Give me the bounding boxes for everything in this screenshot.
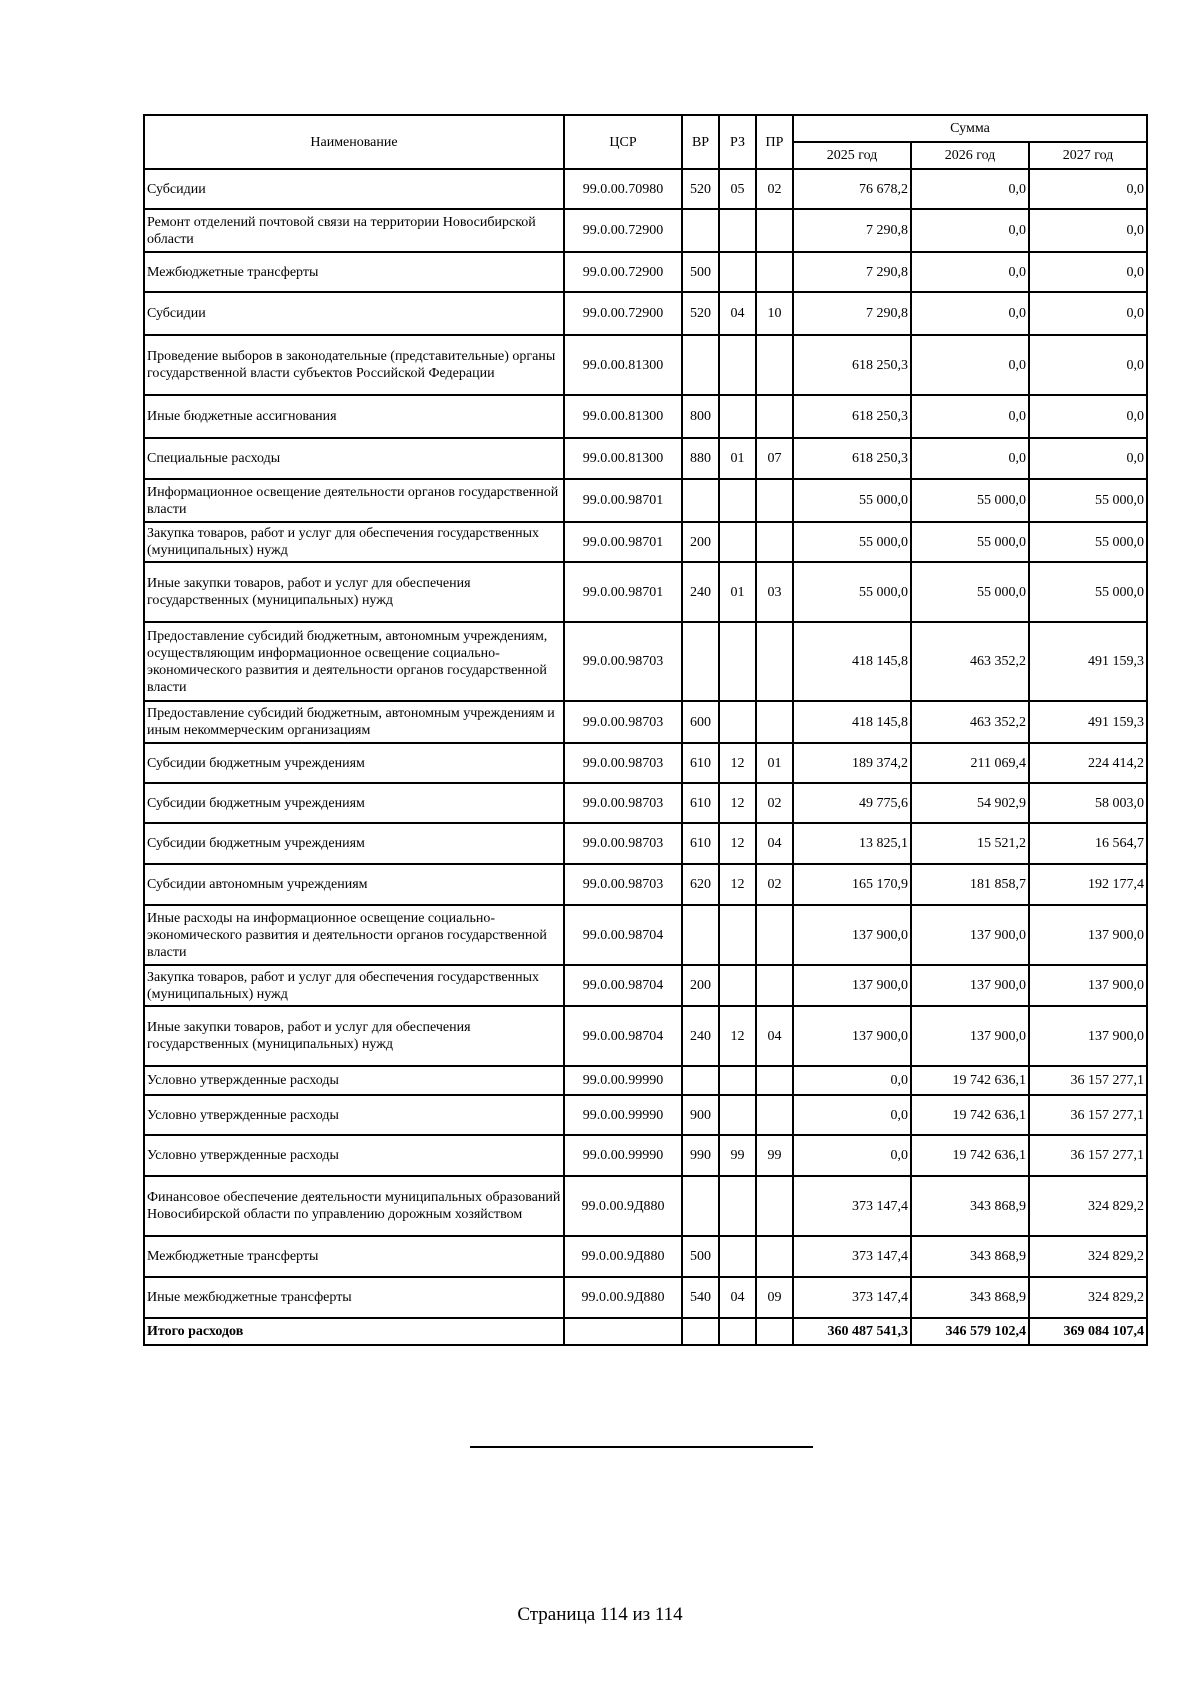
cell-2027: 58 003,0 bbox=[1029, 783, 1147, 823]
table-row bbox=[144, 395, 1147, 438]
cell-csr: 99.0.00.98704 bbox=[564, 965, 682, 1006]
table-row bbox=[144, 905, 1147, 965]
header-rz: РЗ bbox=[719, 115, 756, 169]
cell-vr: 500 bbox=[682, 1236, 719, 1277]
cell-vr: 240 bbox=[682, 1006, 719, 1066]
cell-name: Субсидии бюджетным учреждениям bbox=[144, 823, 564, 864]
cell-rz bbox=[719, 522, 756, 562]
table-row bbox=[144, 479, 1147, 522]
cell-pr: 07 bbox=[756, 438, 793, 479]
cell-pr: 02 bbox=[756, 864, 793, 905]
cell-rz: 01 bbox=[719, 562, 756, 622]
cell-csr: 99.0.00.98703 bbox=[564, 864, 682, 905]
cell-2025: 373 147,4 bbox=[793, 1236, 911, 1277]
cell-2027: 137 900,0 bbox=[1029, 965, 1147, 1006]
table-row bbox=[144, 438, 1147, 479]
cell-name: Субсидии bbox=[144, 169, 564, 209]
cell-pr: 01 bbox=[756, 743, 793, 783]
cell-csr: 99.0.00.98703 bbox=[564, 743, 682, 783]
cell-2026: 463 352,2 bbox=[911, 701, 1029, 743]
cell-rz bbox=[719, 479, 756, 522]
cell-pr: 99 bbox=[756, 1135, 793, 1176]
cell-rz bbox=[719, 1095, 756, 1135]
header-name: Наименование bbox=[144, 115, 564, 169]
cell-2026: 55 000,0 bbox=[911, 562, 1029, 622]
table-row bbox=[144, 864, 1147, 905]
total-2027: 369 084 107,4 bbox=[1029, 1318, 1147, 1345]
header-sum: Сумма bbox=[793, 115, 1147, 142]
cell-2025: 7 290,8 bbox=[793, 252, 911, 292]
cell-name: Условно утвержденные расходы bbox=[144, 1095, 564, 1135]
cell-pr: 02 bbox=[756, 783, 793, 823]
cell-rz: 12 bbox=[719, 1006, 756, 1066]
cell-name: Субсидии bbox=[144, 292, 564, 335]
cell-2025: 137 900,0 bbox=[793, 965, 911, 1006]
cell-pr: 02 bbox=[756, 169, 793, 209]
cell-2027: 0,0 bbox=[1029, 252, 1147, 292]
cell-2026: 55 000,0 bbox=[911, 479, 1029, 522]
cell-2025: 137 900,0 bbox=[793, 1006, 911, 1066]
cell-2026: 343 868,9 bbox=[911, 1176, 1029, 1236]
cell-name: Закупка товаров, работ и услуг для обеспечения государственных (муниципальных) нужд bbox=[144, 522, 564, 562]
table-row bbox=[144, 743, 1147, 783]
cell-csr: 99.0.00.98703 bbox=[564, 823, 682, 864]
cell-csr: 99.0.00.98701 bbox=[564, 522, 682, 562]
cell-2026: 0,0 bbox=[911, 209, 1029, 252]
cell-csr: 99.0.00.81300 bbox=[564, 335, 682, 395]
page-number: Страница 114 из 114 bbox=[517, 1604, 683, 1625]
cell-name: Межбюджетные трансферты bbox=[144, 1236, 564, 1277]
cell-rz: 12 bbox=[719, 864, 756, 905]
cell-2025: 418 145,8 bbox=[793, 701, 911, 743]
cell-2026: 181 858,7 bbox=[911, 864, 1029, 905]
cell-2026: 0,0 bbox=[911, 395, 1029, 438]
cell-rz bbox=[719, 701, 756, 743]
cell-2027: 491 159,3 bbox=[1029, 701, 1147, 743]
cell-2027: 36 157 277,1 bbox=[1029, 1135, 1147, 1176]
cell-2025: 418 145,8 bbox=[793, 622, 911, 701]
cell-vr bbox=[682, 1176, 719, 1236]
cell-2026: 0,0 bbox=[911, 292, 1029, 335]
cell-2027: 137 900,0 bbox=[1029, 905, 1147, 965]
cell-vr bbox=[682, 622, 719, 701]
cell-vr bbox=[682, 335, 719, 395]
cell-2026: 137 900,0 bbox=[911, 965, 1029, 1006]
cell-csr: 99.0.00.99990 bbox=[564, 1095, 682, 1135]
cell-pr bbox=[756, 1066, 793, 1095]
cell-2026: 19 742 636,1 bbox=[911, 1095, 1029, 1135]
header-csr: ЦСР bbox=[564, 115, 682, 169]
cell-pr bbox=[756, 1095, 793, 1135]
cell-2025: 618 250,3 bbox=[793, 395, 911, 438]
cell-csr: 99.0.00.72900 bbox=[564, 252, 682, 292]
cell-name: Закупка товаров, работ и услуг для обеспечения государственных (муниципальных) нужд bbox=[144, 965, 564, 1006]
cell-rz: 04 bbox=[719, 1277, 756, 1318]
cell-csr: 99.0.00.98703 bbox=[564, 701, 682, 743]
cell-name: Иные бюджетные ассигнования bbox=[144, 395, 564, 438]
cell-pr: 10 bbox=[756, 292, 793, 335]
cell-vr bbox=[682, 1066, 719, 1095]
cell-csr: 99.0.00.81300 bbox=[564, 395, 682, 438]
table-row bbox=[144, 622, 1147, 701]
cell-vr: 900 bbox=[682, 1095, 719, 1135]
cell-vr bbox=[682, 1318, 719, 1345]
total-label: Итого расходов bbox=[144, 1318, 564, 1345]
cell-2027: 55 000,0 bbox=[1029, 479, 1147, 522]
cell-2026: 343 868,9 bbox=[911, 1277, 1029, 1318]
cell-pr bbox=[756, 522, 793, 562]
cell-vr: 610 bbox=[682, 823, 719, 864]
cell-name: Межбюджетные трансферты bbox=[144, 252, 564, 292]
cell-csr: 99.0.00.81300 bbox=[564, 438, 682, 479]
cell-csr: 99.0.00.9Д880 bbox=[564, 1236, 682, 1277]
table-row bbox=[144, 1006, 1147, 1066]
cell-2027: 0,0 bbox=[1029, 292, 1147, 335]
cell-rz: 12 bbox=[719, 823, 756, 864]
cell-name: Субсидии бюджетным учреждениям bbox=[144, 743, 564, 783]
cell-2025: 49 775,6 bbox=[793, 783, 911, 823]
cell-2025: 373 147,4 bbox=[793, 1176, 911, 1236]
cell-vr bbox=[682, 479, 719, 522]
cell-vr: 990 bbox=[682, 1135, 719, 1176]
cell-name: Финансовое обеспечение деятельности муниципальных образований Новосибирской области по управлению дорожным хозяйством bbox=[144, 1176, 564, 1236]
cell-pr bbox=[756, 335, 793, 395]
cell-2027: 324 829,2 bbox=[1029, 1236, 1147, 1277]
cell-name: Проведение выборов в законодательные (представительные) органы государственной власти субъектов Российской Федерации bbox=[144, 335, 564, 395]
cell-2027: 324 829,2 bbox=[1029, 1176, 1147, 1236]
cell-csr: 99.0.00.70980 bbox=[564, 169, 682, 209]
cell-2025: 137 900,0 bbox=[793, 905, 911, 965]
cell-2025: 0,0 bbox=[793, 1066, 911, 1095]
cell-csr: 99.0.00.9Д880 bbox=[564, 1176, 682, 1236]
cell-rz bbox=[719, 1176, 756, 1236]
cell-2025: 373 147,4 bbox=[793, 1277, 911, 1318]
cell-rz bbox=[719, 252, 756, 292]
cell-2025: 618 250,3 bbox=[793, 438, 911, 479]
cell-name: Субсидии автономным учреждениям bbox=[144, 864, 564, 905]
table-row bbox=[144, 1277, 1147, 1318]
cell-2025: 0,0 bbox=[793, 1135, 911, 1176]
header-pr: ПР bbox=[756, 115, 793, 169]
cell-rz bbox=[719, 1236, 756, 1277]
table-row bbox=[144, 292, 1147, 335]
cell-2025: 55 000,0 bbox=[793, 479, 911, 522]
cell-pr bbox=[756, 1176, 793, 1236]
table-row bbox=[144, 252, 1147, 292]
cell-vr: 610 bbox=[682, 743, 719, 783]
cell-vr: 520 bbox=[682, 169, 719, 209]
cell-rz bbox=[719, 1066, 756, 1095]
cell-2026: 19 742 636,1 bbox=[911, 1066, 1029, 1095]
cell-name: Иные закупки товаров, работ и услуг для обеспечения государственных (муниципальных) нужд bbox=[144, 562, 564, 622]
cell-csr: 99.0.00.98703 bbox=[564, 622, 682, 701]
cell-name: Предоставление субсидий бюджетным, автономным учреждениям, осуществляющим информационное освещение социально-экономического развития и деятельности органов государственной власти bbox=[144, 622, 564, 701]
cell-2025: 7 290,8 bbox=[793, 292, 911, 335]
cell-2026: 137 900,0 bbox=[911, 905, 1029, 965]
cell-2026: 343 868,9 bbox=[911, 1236, 1029, 1277]
cell-2027: 224 414,2 bbox=[1029, 743, 1147, 783]
cell-csr: 99.0.00.72900 bbox=[564, 209, 682, 252]
cell-2025: 13 825,1 bbox=[793, 823, 911, 864]
cell-rz bbox=[719, 209, 756, 252]
cell-2027: 55 000,0 bbox=[1029, 522, 1147, 562]
table-row bbox=[144, 1236, 1147, 1277]
cell-vr: 500 bbox=[682, 252, 719, 292]
table-row bbox=[144, 1095, 1147, 1135]
table-row bbox=[144, 965, 1147, 1006]
cell-name: Условно утвержденные расходы bbox=[144, 1135, 564, 1176]
separator-line bbox=[470, 1446, 813, 1448]
cell-2027: 0,0 bbox=[1029, 438, 1147, 479]
cell-2026: 211 069,4 bbox=[911, 743, 1029, 783]
cell-2025: 55 000,0 bbox=[793, 562, 911, 622]
cell-pr bbox=[756, 905, 793, 965]
cell-vr: 540 bbox=[682, 1277, 719, 1318]
cell-2026: 0,0 bbox=[911, 335, 1029, 395]
cell-name: Иные расходы на информационное освещение социально-экономического развития и деятельности органов государственной власти bbox=[144, 905, 564, 965]
cell-2025: 618 250,3 bbox=[793, 335, 911, 395]
cell-name: Ремонт отделений почтовой связи на территории Новосибирской области bbox=[144, 209, 564, 252]
header-year-2027: 2027 год bbox=[1029, 142, 1147, 169]
cell-vr bbox=[682, 905, 719, 965]
cell-2027: 0,0 bbox=[1029, 209, 1147, 252]
cell-rz: 12 bbox=[719, 743, 756, 783]
cell-vr: 200 bbox=[682, 965, 719, 1006]
cell-vr: 800 bbox=[682, 395, 719, 438]
total-row bbox=[144, 1318, 1147, 1345]
cell-2026: 19 742 636,1 bbox=[911, 1135, 1029, 1176]
total-2025: 360 487 541,3 bbox=[793, 1318, 911, 1345]
cell-name: Специальные расходы bbox=[144, 438, 564, 479]
header-year-2026: 2026 год bbox=[911, 142, 1029, 169]
cell-rz: 04 bbox=[719, 292, 756, 335]
cell-csr: 99.0.00.9Д880 bbox=[564, 1277, 682, 1318]
table-row bbox=[144, 1066, 1147, 1095]
cell-rz: 12 bbox=[719, 783, 756, 823]
cell-vr: 520 bbox=[682, 292, 719, 335]
cell-csr bbox=[564, 1318, 682, 1345]
cell-2026: 0,0 bbox=[911, 438, 1029, 479]
cell-rz bbox=[719, 335, 756, 395]
cell-2027: 36 157 277,1 bbox=[1029, 1095, 1147, 1135]
cell-pr: 09 bbox=[756, 1277, 793, 1318]
cell-name: Иные межбюджетные трансферты bbox=[144, 1277, 564, 1318]
cell-2027: 324 829,2 bbox=[1029, 1277, 1147, 1318]
cell-vr: 240 bbox=[682, 562, 719, 622]
cell-pr bbox=[756, 1236, 793, 1277]
cell-rz bbox=[719, 1318, 756, 1345]
cell-csr: 99.0.00.98701 bbox=[564, 479, 682, 522]
table-body bbox=[144, 169, 1147, 1345]
cell-2026: 0,0 bbox=[911, 252, 1029, 292]
cell-name: Иные закупки товаров, работ и услуг для обеспечения государственных (муниципальных) нужд bbox=[144, 1006, 564, 1066]
cell-csr: 99.0.00.98701 bbox=[564, 562, 682, 622]
cell-pr bbox=[756, 479, 793, 522]
cell-csr: 99.0.00.99990 bbox=[564, 1135, 682, 1176]
cell-vr bbox=[682, 209, 719, 252]
cell-2025: 76 678,2 bbox=[793, 169, 911, 209]
cell-csr: 99.0.00.98703 bbox=[564, 783, 682, 823]
cell-2027: 0,0 bbox=[1029, 335, 1147, 395]
cell-name: Субсидии бюджетным учреждениям bbox=[144, 783, 564, 823]
cell-2026: 55 000,0 bbox=[911, 522, 1029, 562]
cell-pr: 03 bbox=[756, 562, 793, 622]
cell-csr: 99.0.00.99990 bbox=[564, 1066, 682, 1095]
cell-2027: 491 159,3 bbox=[1029, 622, 1147, 701]
cell-rz bbox=[719, 965, 756, 1006]
cell-2027: 55 000,0 bbox=[1029, 562, 1147, 622]
cell-pr bbox=[756, 622, 793, 701]
cell-rz: 99 bbox=[719, 1135, 756, 1176]
cell-csr: 99.0.00.98704 bbox=[564, 905, 682, 965]
header-row-1 bbox=[144, 115, 1147, 142]
header-vr: ВР bbox=[682, 115, 719, 169]
cell-2027: 36 157 277,1 bbox=[1029, 1066, 1147, 1095]
cell-2026: 0,0 bbox=[911, 169, 1029, 209]
cell-csr: 99.0.00.98704 bbox=[564, 1006, 682, 1066]
table-row bbox=[144, 562, 1147, 622]
cell-name: Информационное освещение деятельности органов государственной власти bbox=[144, 479, 564, 522]
table-row bbox=[144, 1176, 1147, 1236]
cell-vr: 200 bbox=[682, 522, 719, 562]
cell-pr bbox=[756, 701, 793, 743]
cell-2025: 55 000,0 bbox=[793, 522, 911, 562]
cell-pr bbox=[756, 209, 793, 252]
table-row bbox=[144, 701, 1147, 743]
cell-vr: 600 bbox=[682, 701, 719, 743]
table-row bbox=[144, 209, 1147, 252]
table-row bbox=[144, 522, 1147, 562]
cell-rz: 01 bbox=[719, 438, 756, 479]
cell-2027: 137 900,0 bbox=[1029, 1006, 1147, 1066]
cell-pr bbox=[756, 252, 793, 292]
budget-table bbox=[143, 114, 1148, 1346]
cell-2025: 7 290,8 bbox=[793, 209, 911, 252]
cell-pr: 04 bbox=[756, 1006, 793, 1066]
table-row bbox=[144, 335, 1147, 395]
cell-vr: 610 bbox=[682, 783, 719, 823]
cell-name: Условно утвержденные расходы bbox=[144, 1066, 564, 1095]
total-2026: 346 579 102,4 bbox=[911, 1318, 1029, 1345]
cell-2026: 15 521,2 bbox=[911, 823, 1029, 864]
cell-pr: 04 bbox=[756, 823, 793, 864]
table-row bbox=[144, 169, 1147, 209]
cell-vr: 880 bbox=[682, 438, 719, 479]
cell-rz bbox=[719, 622, 756, 701]
cell-name: Предоставление субсидий бюджетным, автономным учреждениям и иным некоммерческим организациям bbox=[144, 701, 564, 743]
cell-2025: 165 170,9 bbox=[793, 864, 911, 905]
cell-2025: 189 374,2 bbox=[793, 743, 911, 783]
cell-vr: 620 bbox=[682, 864, 719, 905]
table-row bbox=[144, 1135, 1147, 1176]
cell-2026: 54 902,9 bbox=[911, 783, 1029, 823]
header-year-2025: 2025 год bbox=[793, 142, 911, 169]
cell-2026: 463 352,2 bbox=[911, 622, 1029, 701]
table-row bbox=[144, 783, 1147, 823]
cell-2027: 0,0 bbox=[1029, 169, 1147, 209]
cell-rz bbox=[719, 905, 756, 965]
cell-rz: 05 bbox=[719, 169, 756, 209]
cell-2027: 0,0 bbox=[1029, 395, 1147, 438]
cell-2027: 16 564,7 bbox=[1029, 823, 1147, 864]
cell-2026: 137 900,0 bbox=[911, 1006, 1029, 1066]
cell-rz bbox=[719, 395, 756, 438]
cell-csr: 99.0.00.72900 bbox=[564, 292, 682, 335]
cell-pr bbox=[756, 1318, 793, 1345]
cell-2025: 0,0 bbox=[793, 1095, 911, 1135]
cell-pr bbox=[756, 965, 793, 1006]
table-row bbox=[144, 823, 1147, 864]
cell-pr bbox=[756, 395, 793, 438]
cell-2027: 192 177,4 bbox=[1029, 864, 1147, 905]
